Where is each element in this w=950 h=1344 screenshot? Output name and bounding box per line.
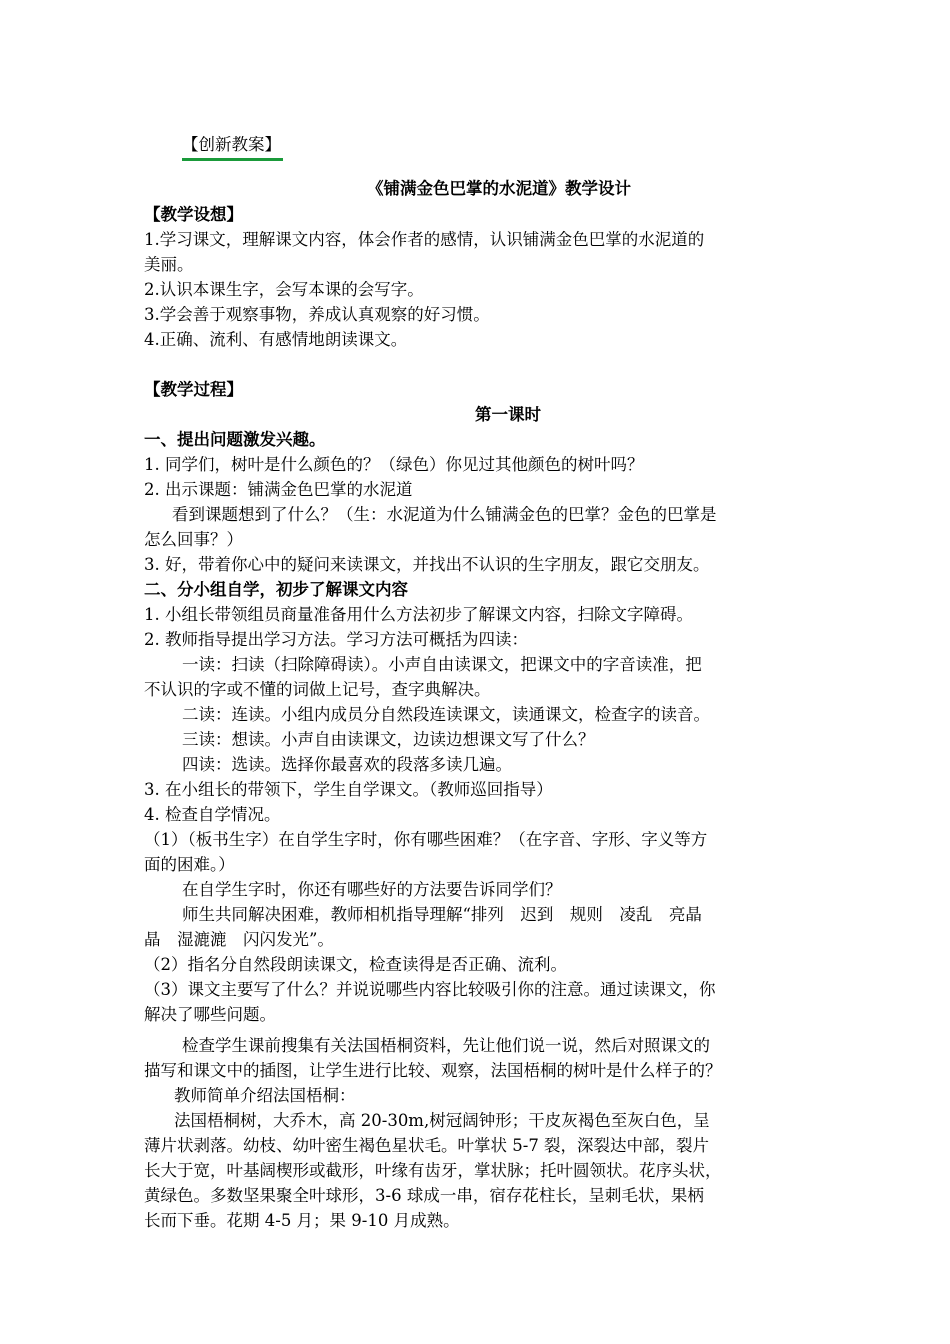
process-line: 不认识的字或不懂的词做上记号，查字典解决。 bbox=[144, 680, 491, 699]
process-line: 一读：扫读（扫除障碍读）。小声自由读课文，把课文中的字音读准，把 bbox=[182, 655, 702, 674]
process-line: 二读：连读。小组内成员分自然段连读课文，读通课文，检查字的读音。 bbox=[182, 705, 710, 724]
process-line: 解决了哪些问题。 bbox=[144, 1005, 276, 1024]
process-line: （2）指名分自然段朗读课文，检查读得是否正确、流利。 bbox=[144, 955, 567, 974]
innovation-badge: 【创新教案】 bbox=[182, 132, 283, 161]
process-line: 1. 同学们，树叶是什么颜色的？（绿色）你见过其他颜色的树叶吗？ bbox=[144, 455, 644, 474]
idea-line: 美丽。 bbox=[144, 255, 194, 274]
process-line: 检查学生课前搜集有关法国梧桐资料，先让他们说一说，然后对照课文的 bbox=[182, 1036, 710, 1055]
process-line: 看到课题想到了什么？（生：水泥道为什么铺满金色的巴掌？金色的巴掌是 bbox=[172, 505, 717, 524]
process-line: 薄片状剥落。幼枝、幼叶密生褐色星状毛。叶掌状 5-7 裂，深裂达中部，裂片 bbox=[144, 1136, 710, 1155]
process-line: 描写和课文中的插图，让学生进行比较、观察，法国梧桐的树叶是什么样子的？ bbox=[144, 1061, 722, 1080]
process-line: 晶 湿漉漉 闪闪发光”。 bbox=[144, 930, 334, 949]
idea-line: 3.学会善于观察事物，养成认真观察的好习惯。 bbox=[144, 305, 490, 324]
process-line: 三读：想读。小声自由读课文，边读边想课文写了什么？ bbox=[182, 730, 595, 749]
process-line: （1）（板书生字）在自学生字时，你有哪些困难？（在字音、字形、字义等方 bbox=[144, 830, 708, 849]
part2-heading: 二、分小组自学，初步了解课文内容 bbox=[144, 580, 408, 599]
process-line: 3. 在小组长的带领下，学生自学课文。（教师巡回指导） bbox=[144, 780, 553, 799]
process-line: 在自学生字时，你还有哪些好的方法要告诉同学们？ bbox=[182, 880, 562, 899]
spacer bbox=[144, 352, 814, 377]
process-line: 长大于宽，叶基阔楔形或截形，叶缘有齿牙，掌状脉；托叶圆领状。花序头状， bbox=[144, 1161, 722, 1180]
process-line: 教师简单介绍法国梧桐： bbox=[174, 1086, 356, 1105]
process-line: 2. 教师指导提出学习方法。学习方法可概括为四读： bbox=[144, 630, 528, 649]
process-line: 黄绿色。多数坚果聚全叶球形，3-6 球成一串，宿存花柱长，呈刺毛状，果柄 bbox=[144, 1186, 704, 1205]
process-line: 3. 好，带着你心中的疑问来读课文，并找出不认识的生字朋友，跟它交朋友。 bbox=[144, 555, 710, 574]
lesson-title: 第一课时 bbox=[475, 405, 541, 424]
process-line: 四读：选读。选择你最喜欢的段落多读几遍。 bbox=[182, 755, 512, 774]
idea-line: 4.正确、流利、有感情地朗读课文。 bbox=[144, 330, 408, 349]
process-line: 法国梧桐树，大乔木，高 20-30m,树冠阔钟形；干皮灰褐色至灰白色，呈 bbox=[174, 1111, 710, 1130]
document-title: 《铺满金色巴掌的水泥道》教学设计 bbox=[367, 179, 631, 198]
part1-heading: 一、提出问题激发兴趣。 bbox=[144, 430, 326, 449]
process-line: （3）课文主要写了什么？并说说哪些内容比较吸引你的注意。通过读课文，你 bbox=[144, 980, 716, 999]
heading-teaching-process: 【教学过程】 bbox=[144, 380, 243, 399]
process-line: 2. 出示课题：铺满金色巴掌的水泥道 bbox=[144, 480, 413, 499]
process-line: 1. 小组长带领组员商量准备用什么方法初步了解课文内容，扫除文字障碍。 bbox=[144, 605, 693, 624]
process-line: 师生共同解决困难，教师相机指导理解“排列 迟到 规则 凌乱 亮晶 bbox=[182, 905, 702, 924]
badge-row bbox=[144, 132, 814, 162]
idea-line: 2.认识本课生字，会写本课的会写字。 bbox=[144, 280, 424, 299]
process-line: 怎么回事？） bbox=[144, 530, 243, 549]
idea-line: 1.学习课文，理解课文内容，体会作者的感情，认识铺满金色巴掌的水泥道的 bbox=[144, 230, 705, 249]
process-line: 长而下垂。花期 4-5 月；果 9-10 月成熟。 bbox=[144, 1211, 460, 1230]
heading-teaching-idea: 【教学设想】 bbox=[144, 205, 243, 224]
process-line: 面的困难。） bbox=[144, 855, 235, 874]
document-page bbox=[144, 132, 814, 1233]
process-line: 4. 检查自学情况。 bbox=[144, 805, 281, 824]
